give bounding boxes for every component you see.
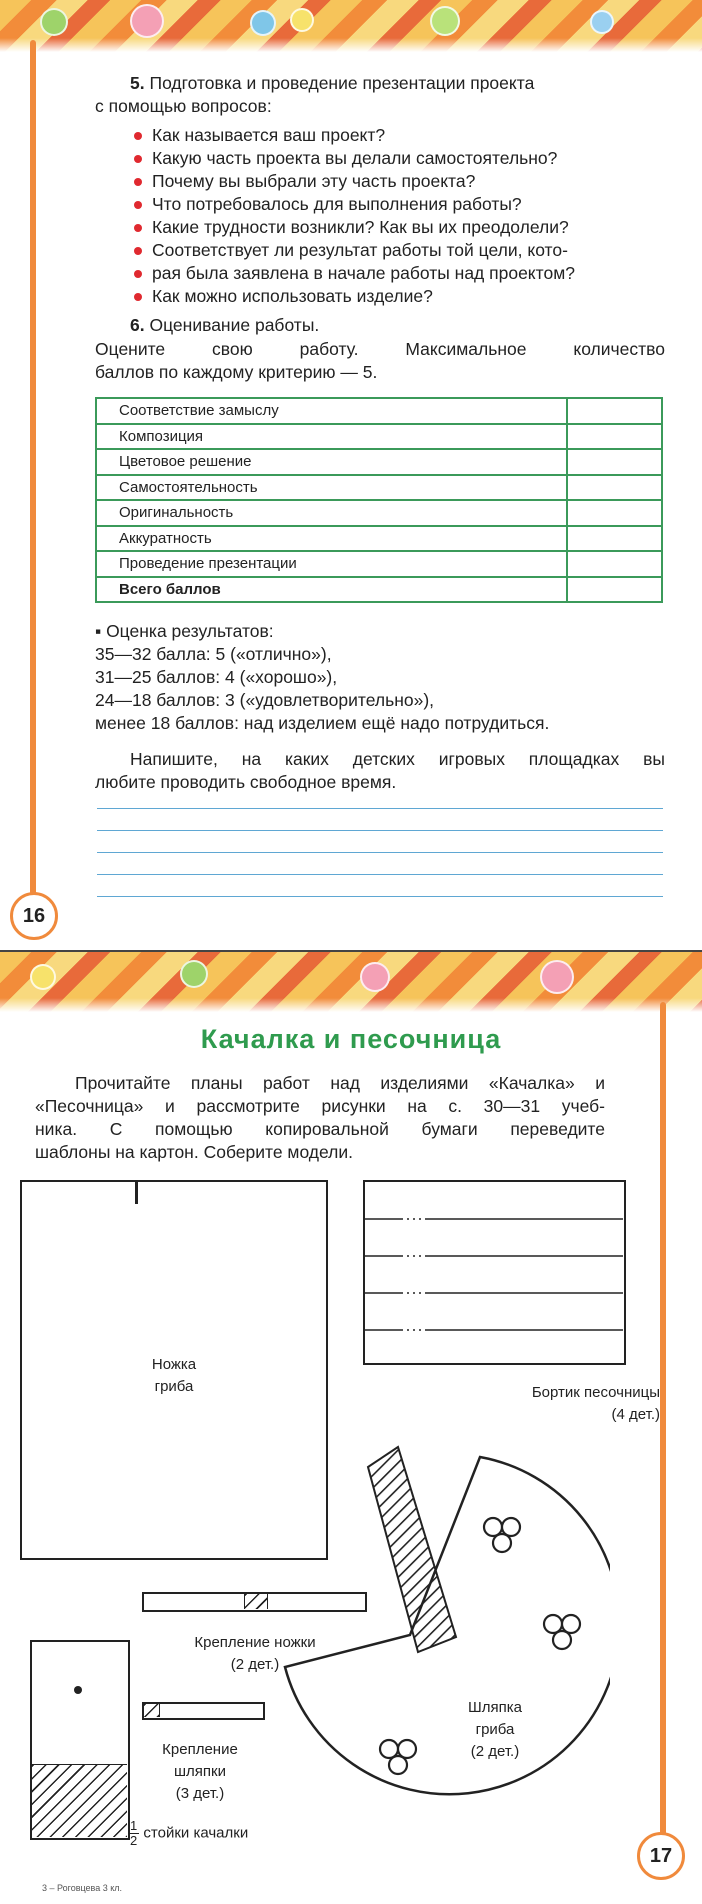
total-score-cell[interactable] — [567, 577, 662, 603]
grading-line: 35—32 балла: 5 («отлично»), — [95, 644, 332, 664]
section6-instruction-1: Оцените свою работу. Максимальное количество — [95, 339, 665, 359]
intro-line: Прочитайте планы работ над изделиями «Качалка» и — [75, 1073, 605, 1093]
total-label: Всего баллов — [96, 577, 567, 603]
glue-area — [244, 1594, 268, 1609]
prompt-line-2: любите проводить свободное время. — [95, 772, 397, 792]
score-cell[interactable] — [567, 424, 662, 450]
cap-mount-label: Крепление шляпки (3 дет.) — [162, 1741, 238, 1802]
section5-title: 5. Подготовка и проведение презентации проекта — [130, 73, 535, 93]
table-row — [96, 449, 662, 475]
grading-line: 24—18 баллов: 3 («удовлетворительно»), — [95, 690, 435, 710]
button-decoration-icon — [30, 964, 56, 990]
writing-line[interactable] — [97, 852, 663, 853]
yarn-ball-icon — [130, 4, 164, 38]
leg-mount-label: Крепление ножки (2 дет.) — [194, 1634, 316, 1673]
right-margin-line — [660, 1002, 666, 1862]
fold-lines — [365, 1182, 623, 1362]
score-cell[interactable] — [567, 475, 662, 501]
decorative-header-strip — [0, 952, 702, 1012]
list-item: Что потребовалось для выполнения работы? — [130, 193, 670, 216]
score-cell[interactable] — [567, 449, 662, 475]
leg-mount-template — [142, 1592, 367, 1612]
grading-line: 31—25 баллов: 4 («хорошо»), — [95, 667, 338, 687]
writing-line[interactable] — [97, 830, 663, 831]
score-cell[interactable] — [567, 526, 662, 552]
left-margin-line — [30, 40, 36, 895]
grading-line: менее 18 баллов: над изделием ещё надо потрудиться. — [95, 713, 550, 733]
glue-area — [32, 1764, 127, 1837]
grading-heading: ▪ Оценка результатов: — [95, 621, 274, 641]
score-cell[interactable] — [567, 551, 662, 577]
button-decoration-icon — [250, 10, 276, 36]
compass-decoration-icon — [590, 10, 614, 34]
button-decoration-icon — [180, 960, 208, 988]
cap-mount-template — [142, 1702, 265, 1720]
footer-note: 3 – Роговцева 3 кл. — [42, 1883, 123, 1893]
table-row — [96, 551, 662, 577]
criterion-label: Самостоятельность — [96, 475, 567, 501]
section5-title-cont: с помощью вопросов: — [95, 96, 272, 116]
mushroom-leg-label: Ножка гриба — [151, 1356, 197, 1395]
list-item-continuation: рая была заявлена в начале работы над проектом? — [130, 262, 670, 285]
table-row — [96, 398, 662, 424]
intro-line: шаблоны на картон. Соберите модели. — [35, 1142, 354, 1162]
swing-post-label: $\frac{1}{2}$ стойки качалки — [130, 1818, 249, 1848]
criterion-label: Аккуратность — [96, 526, 567, 552]
list-item: Как называется ваш проект? — [130, 124, 670, 147]
hole-mark — [74, 1686, 82, 1694]
writing-line[interactable] — [97, 874, 663, 875]
section6-instruction-2: баллов по каждому критерию — 5. — [95, 362, 378, 382]
table-row — [96, 526, 662, 552]
list-item: Какую часть проекта вы делали самостоятельно? — [130, 147, 670, 170]
intro-line: ника. С помощью копировальной бумаги переведите — [35, 1119, 605, 1139]
sandbox-border-template — [363, 1180, 626, 1365]
score-cell[interactable] — [567, 500, 662, 526]
fraction: $\frac{1}{2}$ — [130, 1818, 138, 1848]
criterion-label: Цветовое решение — [96, 449, 567, 475]
page-title: Качалка и песочница — [200, 1024, 502, 1054]
swing-post-template — [30, 1640, 130, 1840]
mushroom-cap-label: Шляпка гриба (2 дет.) — [468, 1699, 522, 1760]
prompt-line-1: Напишите, на каких детских игровых площадках вы — [130, 749, 665, 769]
table-row — [96, 424, 662, 450]
decorative-header-strip — [0, 0, 702, 52]
criterion-label: Проведение презентации — [96, 551, 567, 577]
criterion-label: Соответствие замыслу — [96, 398, 567, 424]
yarn-ball-icon — [540, 960, 574, 994]
list-item: Как можно использовать изделие? — [130, 285, 670, 308]
list-item: Почему вы выбрали эту часть проекта? — [130, 170, 670, 193]
intro-line: «Песочница» и рассмотрите рисунки на с. 30—31 учеб- — [35, 1096, 605, 1116]
writing-line[interactable] — [97, 808, 663, 809]
table-row — [96, 500, 662, 526]
yarn-ball-icon — [360, 962, 390, 992]
page-number: 17 — [637, 1832, 685, 1880]
score-cell[interactable] — [567, 398, 662, 424]
section6-title: 6. Оценивание работы. — [130, 315, 320, 335]
table-row — [96, 475, 662, 501]
button-decoration-icon — [290, 8, 314, 32]
criteria-table — [95, 397, 663, 603]
sandbox-border-label: Бортик песочницы (4 дет.) — [531, 1384, 660, 1423]
glue-area — [144, 1704, 160, 1717]
question-list — [130, 124, 670, 308]
list-item: Соответствует ли результат работы той цели, кото- — [130, 239, 670, 262]
button-decoration-icon — [40, 8, 68, 36]
button-decoration-icon — [430, 6, 460, 36]
slit-mark — [135, 1180, 138, 1204]
table-total-row — [96, 577, 662, 603]
writing-line[interactable] — [97, 896, 663, 897]
list-item: Какие трудности возникли? Как вы их преодолели? — [130, 216, 670, 239]
criterion-label: Композиция — [96, 424, 567, 450]
page-17 — [0, 952, 702, 1904]
page-number: 16 — [10, 892, 58, 940]
criterion-label: Оригинальность — [96, 500, 567, 526]
